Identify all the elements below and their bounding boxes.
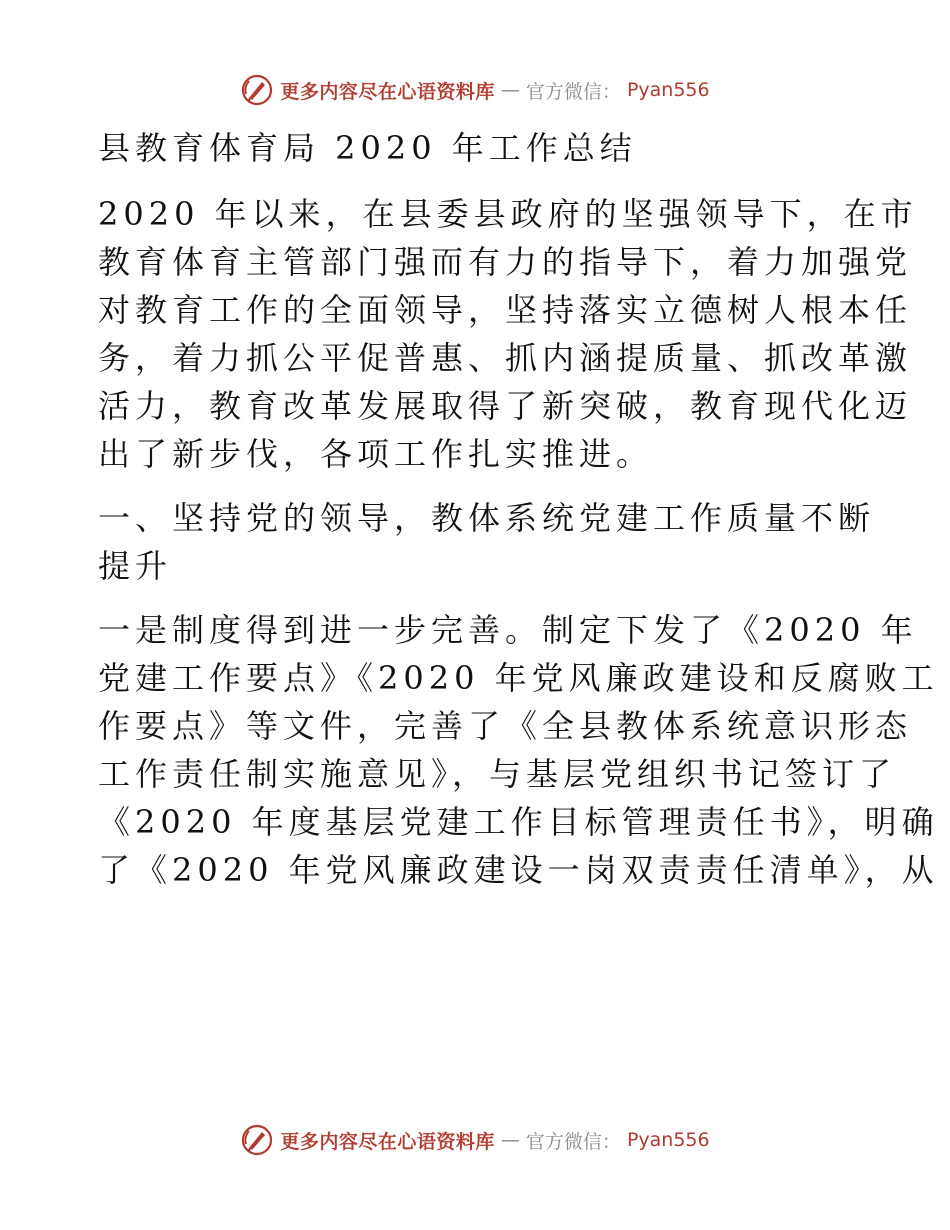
paragraph-line: 一是制度得到进一步完善。制定下发了《2020 年 (98, 611, 918, 649)
paragraph-line: 2020 年以来，在县委县政府的坚强领导下，在市 (98, 195, 918, 233)
paragraph-line: 对教育工作的全面领导，坚持落实立德树人根本任 (98, 291, 913, 329)
watermark-official-text: 官方微信： (525, 80, 621, 103)
watermark-footer (0, 1122, 950, 1158)
pen-logo-icon (240, 1123, 274, 1157)
watermark-main-text: 更多内容尽在心语资料库 (280, 1130, 495, 1153)
watermark-account: Pyan556 (626, 79, 710, 101)
paragraph-line: 《2020 年度基层党建工作目标管理责任书》，明确 (98, 803, 939, 841)
paragraph-line: 务，着力抓公平促普惠、抓内涵提质量、抓改革激 (98, 339, 913, 377)
document-body (98, 122, 939, 894)
paragraph-intro (98, 190, 918, 478)
heading-line: 一、坚持党的领导，教体系统党建工作质量不断 (98, 499, 876, 537)
pen-logo-icon (240, 73, 274, 107)
document-title: 县教育体育局 2020 年工作总结 (98, 129, 637, 167)
paragraph-line: 出了新步伐，各项工作扎实推进。 (98, 435, 654, 473)
paragraph-line: 作要点》等文件，完善了《全县教体系统意识形态 (98, 707, 913, 745)
watermark-dash: — (500, 79, 520, 101)
watermark-main-text: 更多内容尽在心语资料库 (280, 80, 495, 103)
watermark-dash: — (500, 1129, 520, 1151)
heading-line: 提升 (98, 547, 173, 585)
paragraph-system (98, 606, 939, 894)
watermark-account: Pyan556 (626, 1129, 710, 1151)
paragraph-line: 教育体育主管部门强而有力的指导下，着力加强党 (98, 243, 913, 281)
watermark-header (0, 72, 950, 108)
paragraph-line: 活力，教育改革发展取得了新突破，教育现代化迈 (98, 387, 913, 425)
paragraph-line: 工作责任制实施意见》，与基层党组织书记签订了 (98, 755, 897, 793)
section-heading-1 (98, 494, 876, 590)
paragraph-line: 了《2020 年党风廉政建设一岗双责责任清单》，从 (98, 851, 939, 889)
paragraph-line: 党建工作要点》《2020 年党风廉政建设和反腐败工 (98, 659, 939, 697)
watermark-official-text: 官方微信： (525, 1130, 621, 1153)
